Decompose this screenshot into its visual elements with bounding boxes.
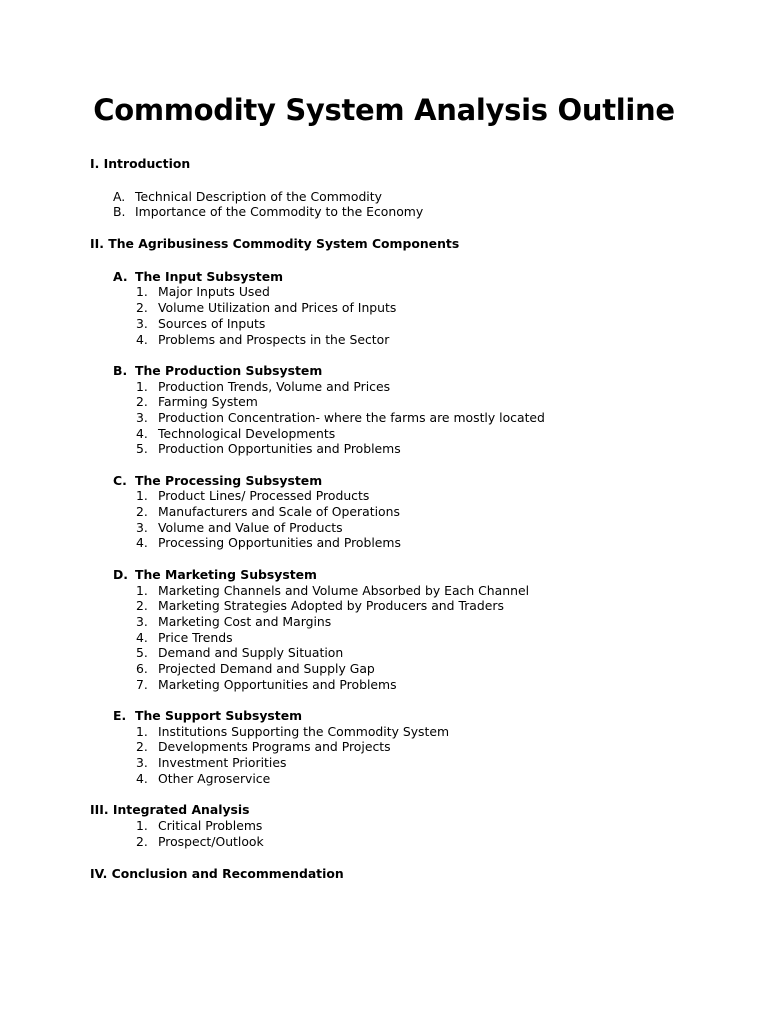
list-number: 1. xyxy=(136,284,148,300)
list-number: 4. xyxy=(136,425,148,441)
list-item xyxy=(136,426,768,442)
list-number: 7. xyxy=(136,676,148,692)
subsection-title: The Input Subsystem xyxy=(135,268,284,284)
section-conclusion xyxy=(0,866,768,882)
subsection-heading xyxy=(113,473,768,489)
section-introduction xyxy=(0,156,768,220)
list-item xyxy=(136,834,768,850)
list-item-text: Volume Utilization and Prices of Inputs xyxy=(158,300,397,316)
list-item xyxy=(136,677,768,693)
list-item xyxy=(136,410,768,426)
list-item xyxy=(136,300,768,316)
list-item xyxy=(136,284,768,300)
list-item-text: Product Lines/ Processed Products xyxy=(158,488,370,504)
list-number: 2. xyxy=(136,504,148,520)
list-item xyxy=(136,488,768,504)
list-item-text: Projected Demand and Supply Gap xyxy=(158,660,375,676)
section-heading: IV. Conclusion and Recommendation xyxy=(90,865,344,881)
subsection-production xyxy=(0,363,768,457)
list-number: 6. xyxy=(136,660,148,676)
list-number: 2. xyxy=(136,394,148,410)
subsection-heading xyxy=(113,363,768,379)
list-item xyxy=(136,332,768,348)
subsection-heading xyxy=(113,567,768,583)
list-number: 3. xyxy=(136,613,148,629)
list-number: 2. xyxy=(136,739,148,755)
subsection-marker: B. xyxy=(113,362,128,378)
list-number: 1. xyxy=(136,818,148,834)
list-item-text: Major Inputs Used xyxy=(158,284,270,300)
subsection-marker: A. xyxy=(113,268,128,284)
list-item-text: Prospect/Outlook xyxy=(158,833,264,849)
list-number: 3. xyxy=(136,409,148,425)
list-number: 3. xyxy=(136,315,148,331)
section-components xyxy=(0,236,768,786)
list-item-text: Investment Priorities xyxy=(158,755,287,771)
section-heading: I. Introduction xyxy=(90,156,191,171)
list-number: 2. xyxy=(136,598,148,614)
subsection-title: The Production Subsystem xyxy=(135,362,323,378)
list-item-text: Manufacturers and Scale of Operations xyxy=(158,504,400,520)
section-heading: II. The Agribusiness Commodity System Components xyxy=(90,236,460,252)
outline xyxy=(0,156,768,881)
list-item xyxy=(113,189,768,205)
list-item-text: Marketing Channels and Volume Absorbed by Each Channel xyxy=(158,582,530,598)
list-item xyxy=(136,379,768,395)
list-item-text: Institutions Supporting the Commodity System xyxy=(158,723,450,739)
list-item-text: Sources of Inputs xyxy=(158,315,266,331)
subsection-marker: C. xyxy=(113,472,127,488)
list-number: 1. xyxy=(136,488,148,504)
list-item xyxy=(136,739,768,755)
subsection-input xyxy=(0,269,768,347)
list-item xyxy=(136,583,768,599)
list-item-text: Technological Developments xyxy=(158,425,336,441)
list-item xyxy=(136,316,768,332)
list-item xyxy=(136,504,768,520)
list-item-text: Demand and Supply Situation xyxy=(158,645,344,661)
list-item xyxy=(113,204,768,220)
list-item-text: Processing Opportunities and Problems xyxy=(158,535,401,551)
section-integrated-analysis xyxy=(0,802,768,849)
list-number: 2. xyxy=(136,833,148,849)
list-item xyxy=(136,661,768,677)
list-item xyxy=(136,520,768,536)
list-number: 1. xyxy=(136,723,148,739)
list-item xyxy=(136,771,768,787)
subsection-support xyxy=(0,708,768,786)
list-item-text: Marketing Strategies Adopted by Producers and Traders xyxy=(158,598,504,614)
list-number: 4. xyxy=(136,331,148,347)
section-body xyxy=(0,189,768,220)
list-item-text: Problems and Prospects in the Sector xyxy=(158,331,390,347)
subsection-marketing xyxy=(0,567,768,693)
list-marker: B. xyxy=(113,204,126,220)
list-item-text: Developments Programs and Projects xyxy=(158,739,391,755)
subsection-title: The Support Subsystem xyxy=(135,708,303,723)
list-item-text: Production Trends, Volume and Prices xyxy=(158,378,391,394)
subsection-processing xyxy=(0,473,768,551)
subsection-title: The Marketing Subsystem xyxy=(135,566,317,582)
list-number: 1. xyxy=(136,378,148,394)
list-item xyxy=(136,755,768,771)
subsection-title: The Processing Subsystem xyxy=(135,472,323,488)
list-number: 4. xyxy=(136,629,148,645)
subsection-heading xyxy=(113,708,768,724)
list-item-text: Production Opportunities and Problems xyxy=(158,441,401,457)
list-item-text: Volume and Value of Products xyxy=(158,519,343,535)
list-item-text: Importance of the Commodity to the Economy xyxy=(135,204,424,220)
list-item xyxy=(136,630,768,646)
list-item-text: Farming System xyxy=(158,394,258,410)
list-number: 1. xyxy=(136,582,148,598)
list-item xyxy=(136,394,768,410)
list-number: 5. xyxy=(136,441,148,457)
list-number: 4. xyxy=(136,535,148,551)
subsection-marker: E. xyxy=(113,708,127,723)
list-item-text: Marketing Opportunities and Problems xyxy=(158,676,397,692)
list-item xyxy=(136,614,768,630)
section-heading: III. Integrated Analysis xyxy=(90,802,250,818)
subsection-heading xyxy=(113,269,768,285)
list-item-text: Technical Description of the Commodity xyxy=(135,188,382,204)
list-marker: A. xyxy=(113,188,126,204)
list-item xyxy=(136,598,768,614)
subsection-marker: D. xyxy=(113,566,128,582)
list-item-text: Marketing Cost and Margins xyxy=(158,613,332,629)
list-item-text: Production Concentration- where the farms are mostly located xyxy=(158,409,545,425)
list-number: 3. xyxy=(136,519,148,535)
section-body xyxy=(0,818,768,849)
list-item xyxy=(136,724,768,740)
section-body xyxy=(0,269,768,787)
list-number: 2. xyxy=(136,300,148,316)
page-title: Commodity System Analysis Outline xyxy=(93,93,675,127)
list-item-text: Price Trends xyxy=(158,629,233,645)
list-number: 4. xyxy=(136,770,148,786)
list-number: 3. xyxy=(136,755,148,771)
list-item xyxy=(136,441,768,457)
list-item-text: Other Agroservice xyxy=(158,770,271,786)
list-item xyxy=(136,535,768,551)
list-item xyxy=(136,645,768,661)
list-item-text: Critical Problems xyxy=(158,818,263,834)
list-item xyxy=(136,818,768,834)
list-number: 5. xyxy=(136,645,148,661)
